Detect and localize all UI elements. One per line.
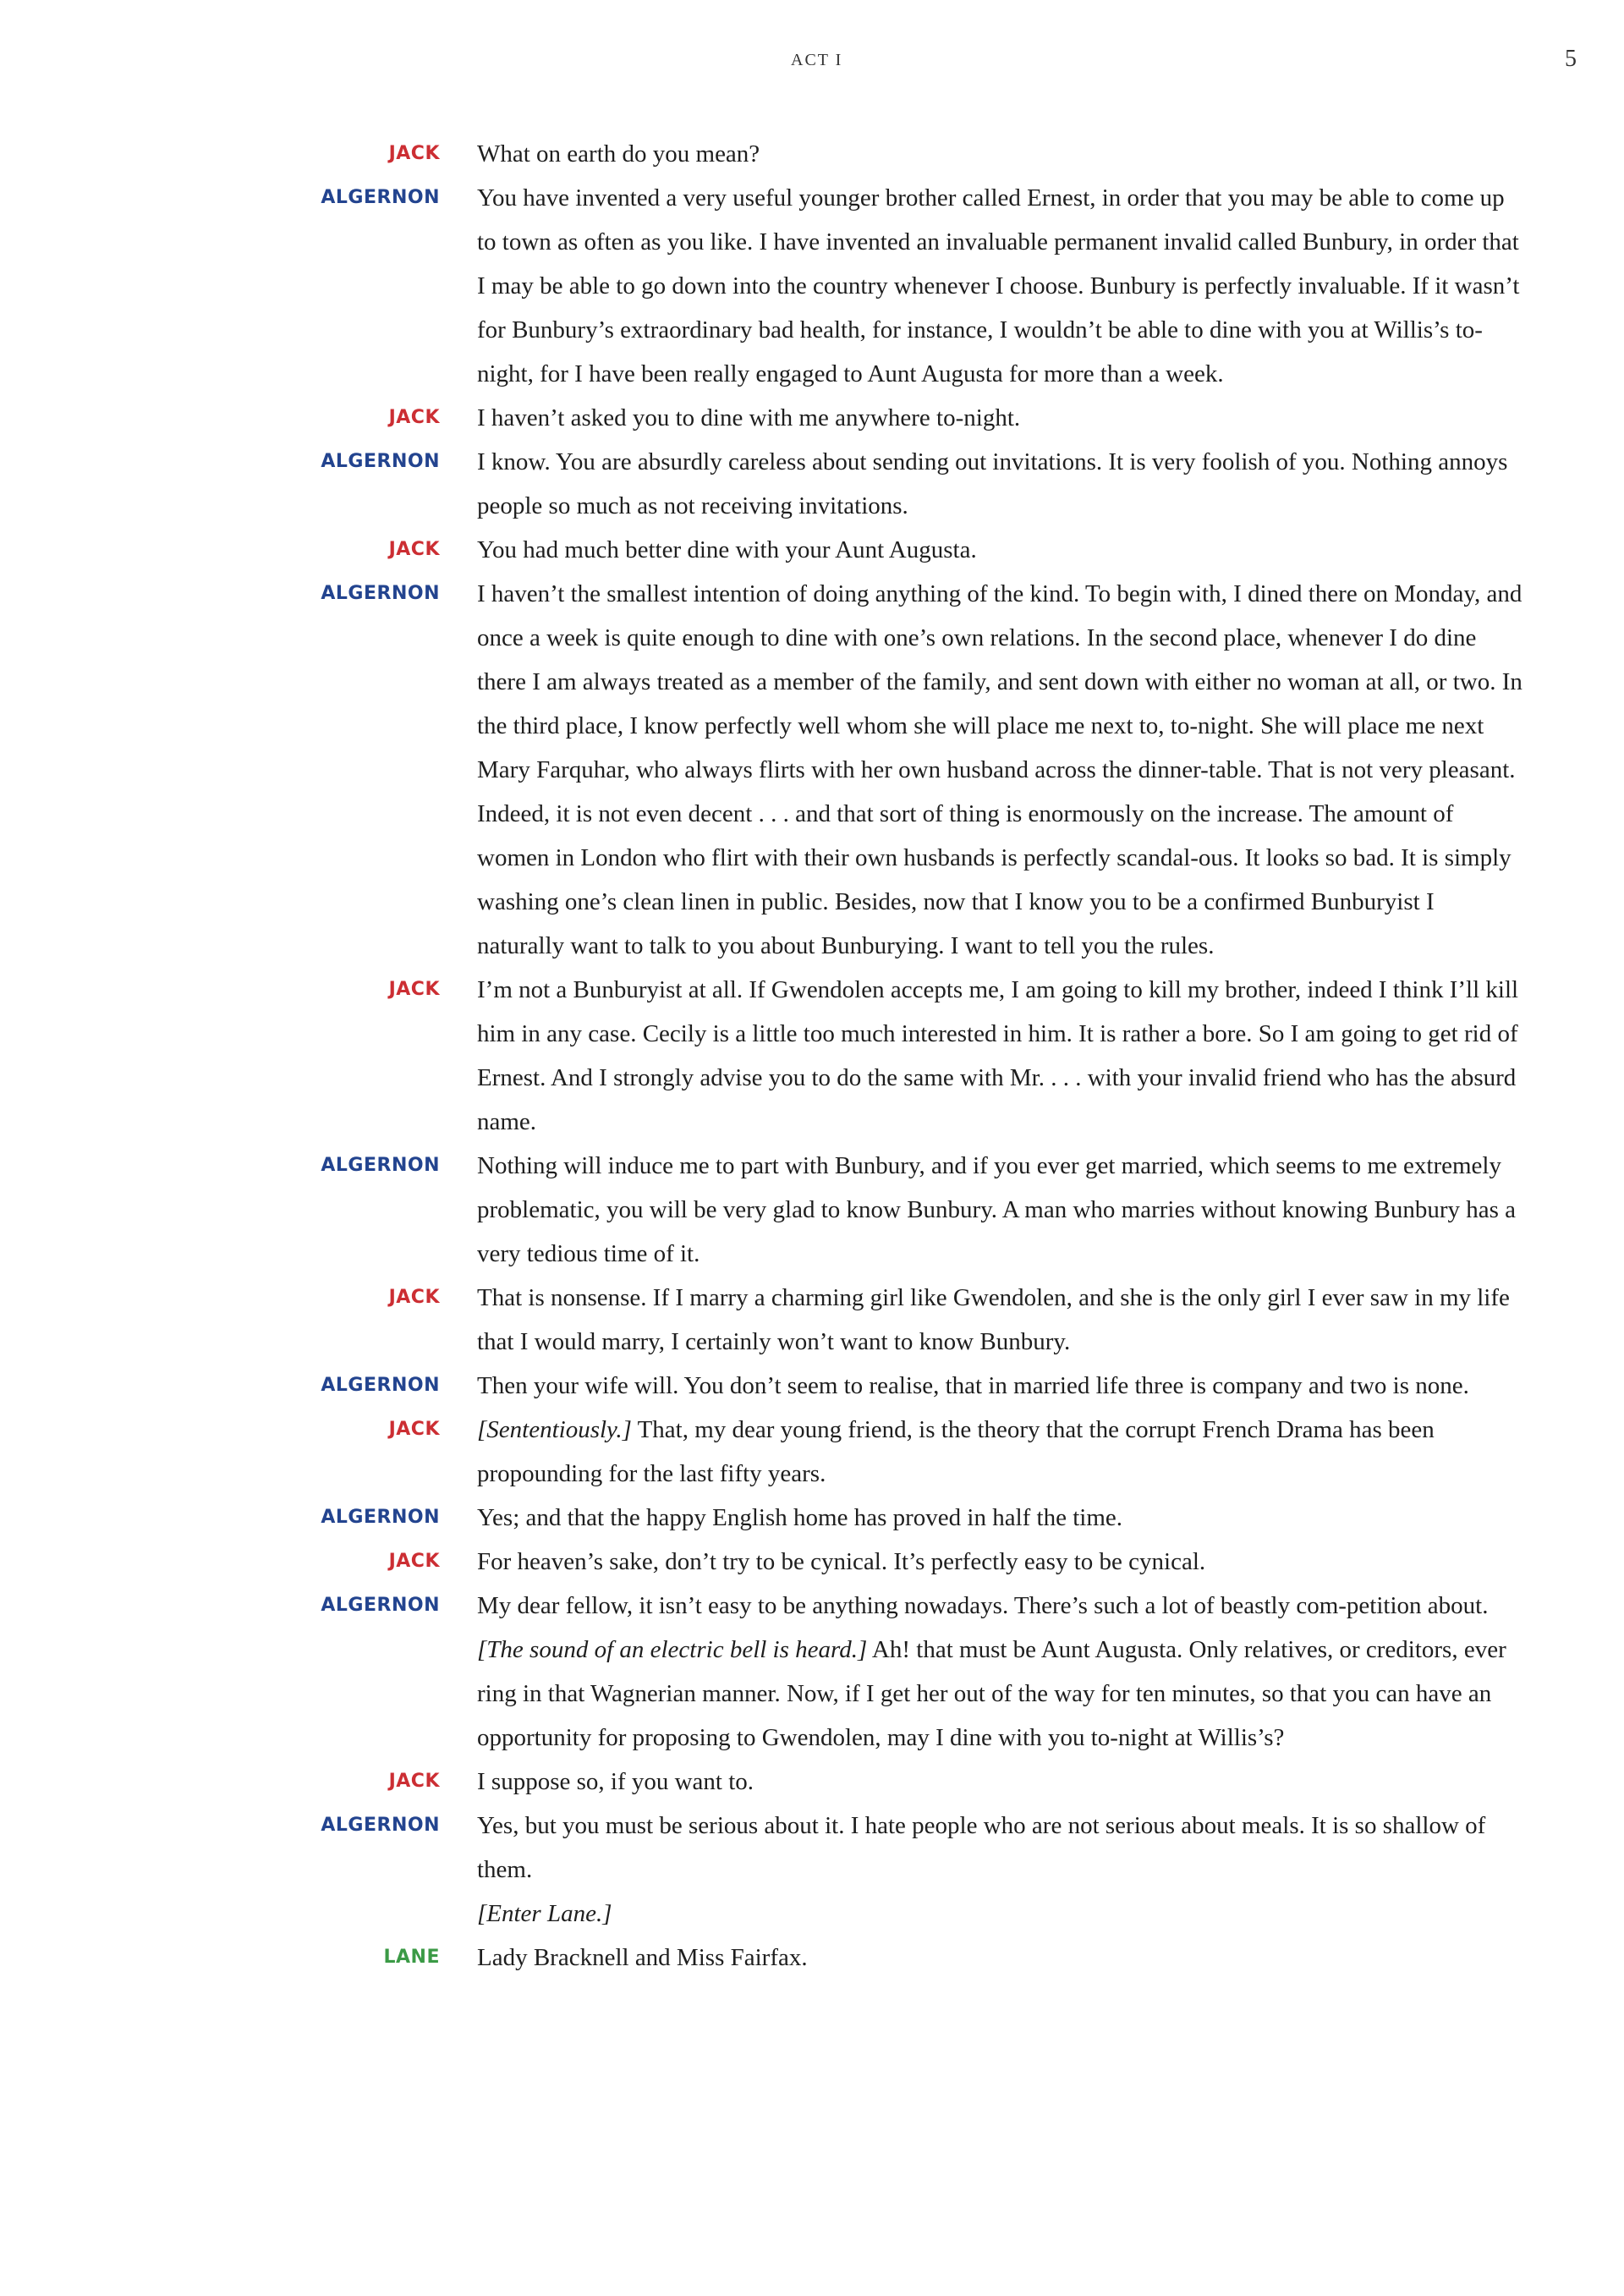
speech-segment: Then your wife will. You don’t seem to realise, that in married life three is company and two is none. — [477, 1372, 1469, 1399]
speech-text — [477, 1584, 1527, 1760]
speaker-name: ALGERNON — [321, 1155, 440, 1176]
speech-segment: Ah! that must be Aunt Augusta. Only relatives, or creditors, ever ring in that Wagnerian manner. Now, if I get her out of the way for ten minutes, so that you can have an opportunity for proposing to Gwendolen, may I dine with you to-night at Willis’s? — [477, 1636, 1506, 1751]
dialogue-entry — [304, 1936, 1527, 1980]
speech-segment: You have invented a very useful younger brother called Ernest, in order that you may be able to come up to town as often as you like. I have invented an invaluable permanent invalid called Bunbury, in order that I may be able to go down into the country whenever I choose. Bunbury is perfectly invaluable. If it wasn’t for Bunbury’s extraordinary bad health, for instance, I wouldn’t be able to dine with you at Willis’s to-night, for I have been really engaged to Aunt Augusta for more than a week. — [477, 184, 1520, 387]
speech-segment: Lady Bracknell and Miss Fairfax. — [477, 1944, 808, 1971]
speaker-name: ALGERNON — [321, 1507, 440, 1528]
running-head: ACT I — [791, 51, 843, 69]
speaker-name: ALGERNON — [321, 187, 440, 208]
stage-direction-text: [The sound of an electric bell is heard.] — [477, 1636, 868, 1663]
speech-segment: I’m not a Bunburyist at all. If Gwendolen accepts me, I am going to kill my brother, indeed I think I’ll kill him in any case. Cecily is a little too much interested in him. It is rather a bore. So I am going to get rid of Ernest. And I strongly advise you to do the same with Mr. . . . with your invalid friend who has the absurd name. — [477, 976, 1519, 1135]
speech-segment: I haven’t asked you to dine with me anywhere to-night. — [477, 404, 1021, 431]
speech-text — [477, 1408, 1527, 1496]
speaker-name: JACK — [388, 1287, 440, 1308]
speaker-name: JACK — [388, 407, 440, 428]
speaker-name: ALGERNON — [321, 583, 440, 604]
dialogue-entry — [304, 1408, 1527, 1496]
speech-segment: Yes, but you must be serious about it. I hate people who are not serious about meals. It is so shallow of them. — [477, 1812, 1486, 1883]
page-number: 5 — [1565, 46, 1577, 72]
stage-direction-text: [Enter Lane.] — [477, 1900, 612, 1927]
speech-text — [477, 968, 1527, 1144]
speech-text — [477, 1496, 1527, 1540]
speaker-name: JACK — [388, 1771, 440, 1792]
speech-segment: You had much better dine with your Aunt Augusta. — [477, 536, 977, 563]
speech-segment: Yes; and that the happy English home has proved in half the time. — [477, 1504, 1123, 1531]
speech-segment: I know. You are absurdly careless about sending out invitations. It is very foolish of you. Nothing annoys people so much as not receiving invitations. — [477, 448, 1508, 519]
dialogue-entry — [304, 1760, 1527, 1804]
dialogue-entry — [304, 1584, 1527, 1760]
speaker-name: ALGERNON — [321, 1595, 440, 1616]
dialogue-entry — [304, 1496, 1527, 1540]
speech-text — [477, 1276, 1527, 1364]
speech-text — [477, 132, 1527, 176]
speech-segment: Nothing will induce me to part with Bunbury, and if you ever get married, which seems to me extremely problematic, you will be very glad to know Bunbury. A man who marries without knowing Bunbury has a very tedious time of it. — [477, 1152, 1517, 1267]
speaker-name: JACK — [388, 1419, 440, 1440]
dialogue-entry — [304, 176, 1527, 396]
speaker-empty — [304, 1892, 477, 1936]
speaker-name: ALGERNON — [321, 451, 440, 472]
dialogue-entry — [304, 1804, 1527, 1892]
speech-text — [477, 1936, 1527, 1980]
speech-text — [477, 1364, 1527, 1408]
dialogue-entry — [304, 572, 1527, 968]
speaker-name: LANE — [383, 1947, 440, 1968]
dialogue-entry — [304, 132, 1527, 176]
dialogue-entry — [304, 528, 1527, 572]
speech-text — [477, 1760, 1527, 1804]
speech-text — [477, 176, 1527, 396]
script-body — [304, 132, 1527, 1980]
speaker-name: JACK — [388, 539, 440, 560]
stage-direction — [477, 1892, 1527, 1936]
speaker-name: ALGERNON — [321, 1815, 440, 1836]
speech-segment: What on earth do you mean? — [477, 140, 760, 168]
speech-text — [477, 572, 1527, 968]
speech-segment: My dear fellow, it isn’t easy to be anything nowadays. There’s such a lot of beastly com-petition about. — [477, 1592, 1489, 1619]
speech-segment: I haven’t the smallest intention of doing anything of the kind. To begin with, I dined there on Monday, and once a week is quite enough to dine with one’s own relations. In the second place, whenever I do dine there I am always treated as a member of the family, and sent down with either no woman at all, or two. In the third place, I know perfectly well whom she will place me next to, to-night. She will place me next Mary Farquhar, who always flirts with her own husband across the dinner-table. That is not very pleasant. Indeed, it is not even decent . . . and that sort of thing is enormously on the increase. The amount of women in London who flirt with their own husbands is perfectly scandal-ous. It looks so bad. It is simply washing one’s clean linen in public. Besides, now that I know you to be a confirmed Bunburyist I naturally want to talk to you about Bunburying. I want to tell you the rules. — [477, 580, 1522, 959]
dialogue-entry — [304, 1892, 1527, 1936]
speaker-name: JACK — [388, 979, 440, 1000]
speaker-name: JACK — [388, 1551, 440, 1572]
speech-segment: That, my dear young friend, is the theory that the corrupt French Drama has been propounding for the last fifty years. — [477, 1416, 1435, 1487]
dialogue-entry — [304, 440, 1527, 528]
speech-text — [477, 1804, 1527, 1892]
dialogue-entry — [304, 396, 1527, 440]
dialogue-entry — [304, 968, 1527, 1144]
speaker-name: JACK — [388, 143, 440, 164]
page-header — [0, 46, 1624, 76]
speech-text — [477, 528, 1527, 572]
dialogue-entry — [304, 1540, 1527, 1584]
speech-text — [477, 1540, 1527, 1584]
dialogue-entry — [304, 1364, 1527, 1408]
speech-segment: I suppose so, if you want to. — [477, 1768, 754, 1795]
speech-text — [477, 440, 1527, 528]
stage-direction-text: [Sententiously.] — [477, 1416, 632, 1443]
speech-segment: For heaven’s sake, don’t try to be cynical. It’s perfectly easy to be cynical. — [477, 1548, 1206, 1575]
speaker-name: ALGERNON — [321, 1375, 440, 1396]
speech-text — [477, 1144, 1527, 1276]
speech-text — [477, 396, 1527, 440]
dialogue-entry — [304, 1144, 1527, 1276]
dialogue-entry — [304, 1276, 1527, 1364]
speech-segment: That is nonsense. If I marry a charming girl like Gwendolen, and she is the only girl I ever saw in my life that I would marry, I certainly won’t want to know Bunbury. — [477, 1284, 1510, 1355]
